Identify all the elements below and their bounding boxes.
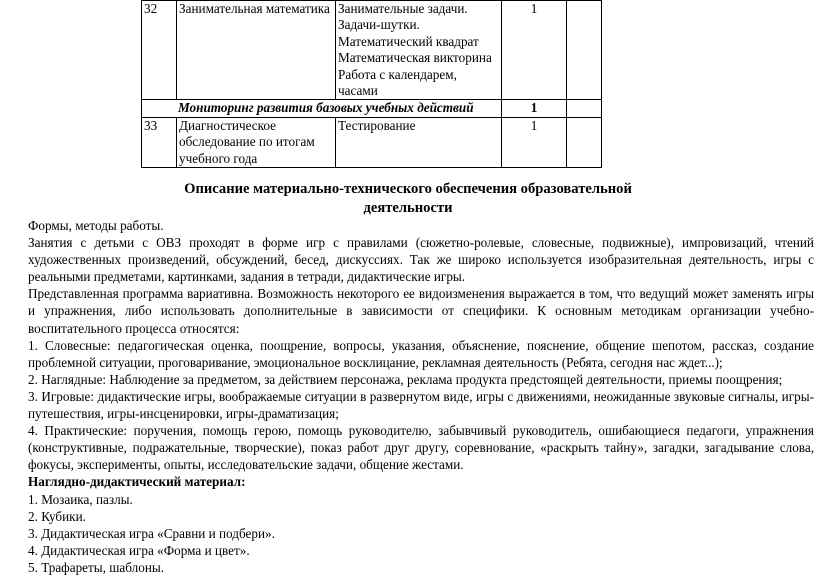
table-row (142, 117, 602, 167)
row-topic: Занимательная математика (177, 1, 336, 100)
row-number: 32 (142, 1, 177, 100)
row-empty-cell (567, 117, 602, 167)
section-title-line: Описание материально-технического обеспечения образовательной (184, 181, 632, 197)
row-empty-cell (567, 100, 602, 117)
paragraph: Представленная программа вариативна. Возможность некоторого ее видоизменения выражается в том, что ведущий может заменять игры и упражнения, либо использовать дополнительные в зависимости от специфики. К основным методикам организации учебно-воспитательного процесса относятся: (28, 286, 814, 336)
form-item: Математическая викторина (338, 50, 492, 66)
form-item: Занимательные задачи. (338, 1, 468, 16)
materials-heading: Наглядно-дидактический материал: (28, 474, 246, 490)
paragraph: 3. Игровые: дидактические игры, воображаемые ситуации в развернутом виде, игры с движениями, неожиданные звуковые сигналы, игры-путешествия, игры-инсценировки, игры-драматизация; (28, 388, 814, 422)
lesson-plan-table (141, 0, 602, 168)
row-hours: 1 (502, 100, 567, 117)
table-row (142, 1, 602, 100)
list-item: 2. Кубики. (28, 508, 86, 524)
form-item: Задачи-шутки. (338, 17, 420, 33)
paragraph: 1. Словесные: педагогическая оценка, поощрение, вопросы, указания, объяснение, пояснение, общение шепотом, рассказ, создание проблемной ситуации, проговаривание, эмоциональное восклицание, рекламная деятельность (Ребята, сегодня нас ждет...); (28, 337, 814, 370)
row-topic: Диагностическое обследование по итогам учебного года (177, 117, 336, 167)
row-empty-cell (567, 1, 602, 100)
section-row-title: Мониторинг развития базовых учебных действий (142, 100, 502, 117)
list-item: 1. Мозаика, пазлы. (28, 491, 133, 507)
list-item: 5. Трафареты, шаблоны. (28, 559, 165, 575)
row-forms (336, 117, 502, 167)
form-item: Тестирование (338, 117, 416, 133)
paragraph: Формы, методы работы. (28, 218, 164, 233)
row-number: 33 (142, 117, 177, 167)
body-text (28, 217, 814, 576)
section-title (100, 180, 716, 218)
row-hours: 1 (502, 117, 567, 167)
row-forms (336, 1, 502, 100)
section-title-line: деятельности (363, 200, 453, 216)
form-item: Работа с календарем, часами (338, 66, 457, 99)
paragraph: 2. Наглядные: Наблюдение за предметом, за действием персонажа, реклама продукта предстоящей деятельности, приемы поощрения; (28, 371, 783, 387)
list-item: 4. Дидактическая игра «Форма и цвет». (28, 542, 250, 558)
paragraph: Занятия с детьми с ОВЗ проходят в форме игр с правилами (сюжетно-ролевые, словесные, подвижные), импровизаций, чтений художественных произведений, обсуждений, бесед, дискуссиях. Так же широко используется изобразительная деятельность, игры с реальными предметами, картинками, задания в тетради, дидактические игры. (28, 235, 814, 285)
form-item: Математический квадрат (338, 33, 479, 49)
table-row (142, 100, 602, 117)
paragraph: 4. Практические: поручения, помощь герою, помощь руководителю, забывчивый руководитель, ошибающиеся педагоги, упражнения (конструктивные, подражательные, творческие), показ работ друг другу, соревнование, «раскрыть тайну», загадки, загадывание слова, фокусы, эксперименты, опыты, исследовательские задачи, общение жестами. (28, 423, 814, 473)
row-hours: 1 (502, 1, 567, 100)
list-item: 3. Дидактическая игра «Сравни и подбери». (28, 525, 275, 541)
